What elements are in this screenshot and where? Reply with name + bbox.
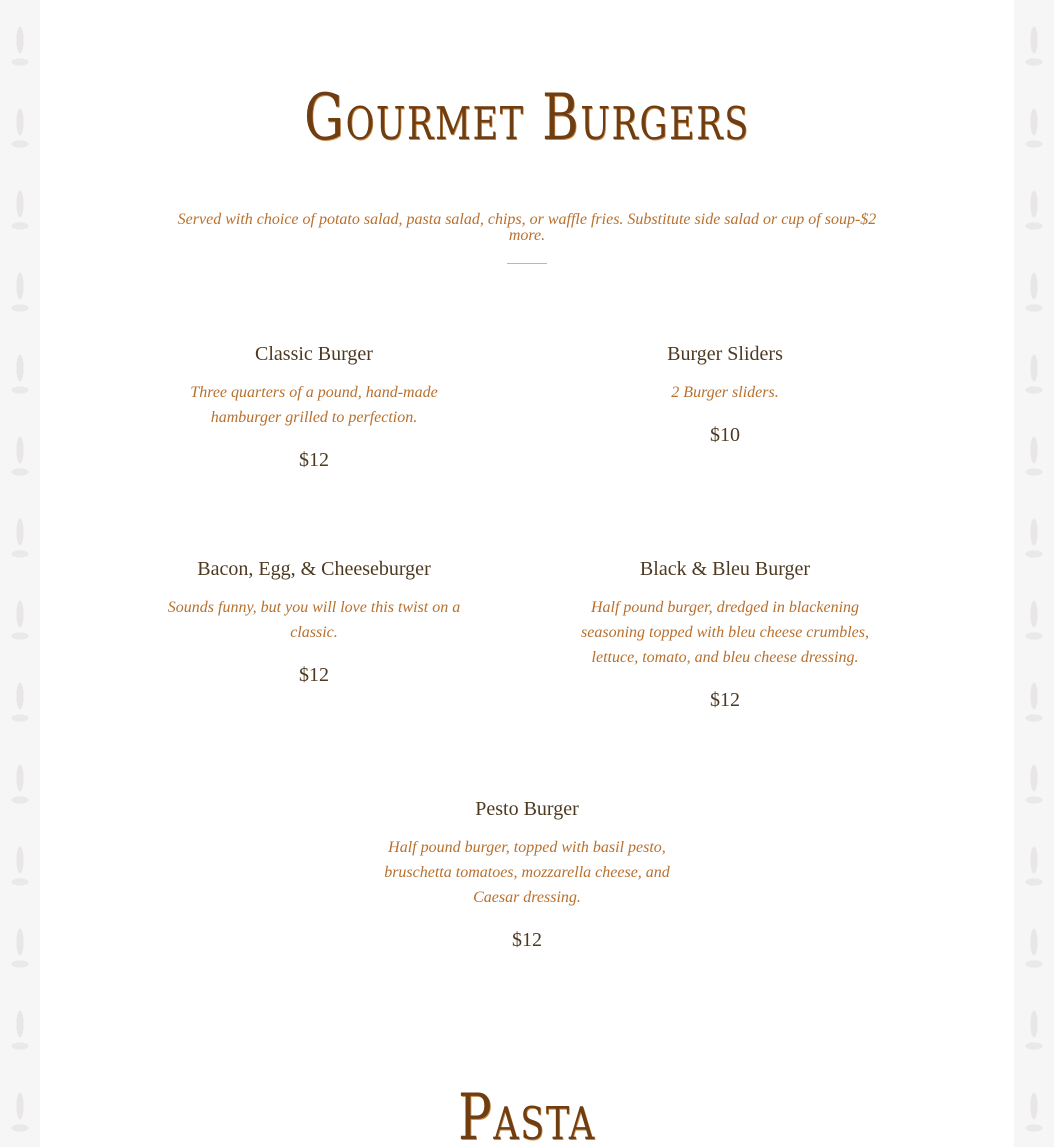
menu-item-name: Pesto Burger [475, 798, 579, 820]
menu-item-price: $12 [299, 449, 329, 471]
menu-item-bacon-egg-cheeseburger [164, 557, 464, 687]
menu-item-price: $12 [512, 929, 542, 951]
menu-item-description: 2 Burger sliders. [671, 384, 779, 401]
section-divider [507, 263, 547, 264]
section-intro-text: Served with choice of potato salad, pasta salad, chips, or waffle fries. Substitute side salad or cup of soup-$2 more. [177, 211, 877, 244]
menu-item-classic-burger [164, 342, 464, 472]
menu-item-description: Half pound burger, topped with basil pesto, bruschetta tomatoes, mozzarella cheese, and Caesar dressing. [384, 839, 670, 906]
menu-item-name: Classic Burger [255, 343, 373, 365]
menu-item-price: $12 [710, 689, 740, 711]
menu-item-price: $10 [710, 424, 740, 446]
decorative-side-pattern-right [1014, 0, 1054, 1147]
decorative-side-pattern-left [0, 0, 40, 1147]
menu-item-description: Three quarters of a pound, hand-made hamburger grilled to perfection. [190, 384, 438, 426]
menu-item-price: $12 [299, 664, 329, 686]
menu-item-description: Half pound burger, dredged in blackening seasoning topped with bleu cheese crumbles, lettuce, tomato, and bleu cheese dressing. [581, 599, 869, 666]
menu-item-name: Black & Bleu Burger [639, 558, 811, 580]
section-title-gourmet-burgers: Gourmet Burgers [304, 81, 750, 155]
menu-item-name: Bacon, Egg, & Cheeseburger [197, 558, 431, 580]
menu-item-name: Burger Sliders [667, 343, 783, 365]
menu-item-burger-sliders [575, 342, 875, 447]
menu-item-pesto-burger [377, 797, 677, 952]
menu-item-description: Sounds funny, but you will love this twist on a classic. [167, 599, 461, 641]
section-title-pasta: Pasta [458, 1081, 596, 1147]
menu-item-black-bleu-burger [575, 557, 875, 712]
